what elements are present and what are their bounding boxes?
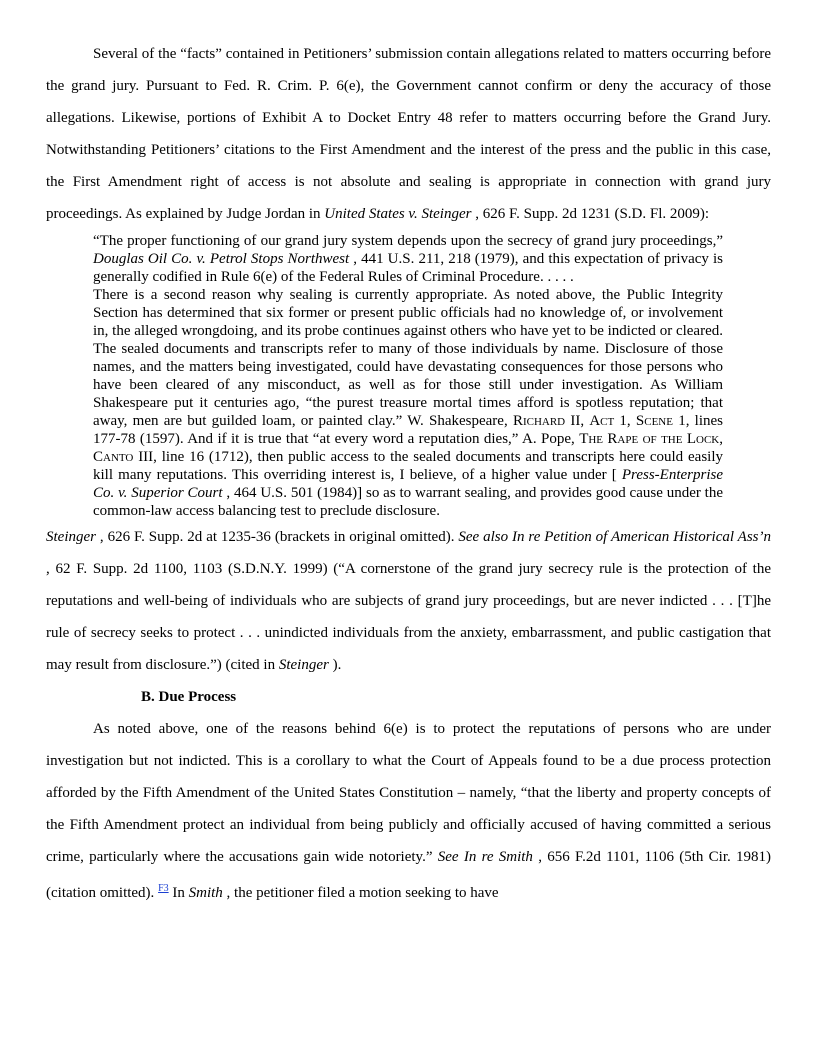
quote-text: There is a second reason why sealing is currently appropriate. As noted above, the Public Integrity Section has determined that six former or present public officials had no knowledge of, or involvement in, the alleged wrongdoing, and its probe continues against others who have yet to be indicted or cleared. The sealed documents and transcripts refer to many of those individuals by name. Disclosure of those names, and the matters being investigated, could have devastating consequences for those persons who have been cleared of any misconduct, as well as for those still under investigation. As William Shakespeare put it centuries ago, “the purest treasure mortal times afford is spotless reputation; that away, men are but guilded loam, or painted clay.” W. Shakespeare, bbox=[93, 287, 723, 429]
small-caps-title: Scene bbox=[635, 413, 673, 429]
case-citation: Press-Enterprise Co. v. Superior Court bbox=[93, 467, 723, 501]
quote-text: 1, bbox=[614, 413, 636, 429]
document-page bbox=[46, 38, 771, 909]
paragraph-text: , 626 F. Supp. 2d 1231 (S.D. Fl. 2009): bbox=[471, 206, 710, 222]
quote-text: , 464 U.S. 501 (1984)] so as to warrant sealing, and provides good cause under the common-law access balancing test to preclude disclosure. bbox=[93, 485, 724, 519]
paragraph-text: In bbox=[168, 885, 189, 901]
case-citation: Steinger bbox=[278, 657, 329, 673]
quote-text: “The proper functioning of our grand jury system depends upon the secrecy of grand jury proceedings,” bbox=[93, 233, 723, 249]
quote-text: III, line 16 (1712), then public access to the sealed documents and transcripts here could easily kill many reputations. This overriding interest is, I believe, of a higher value under [ bbox=[93, 449, 723, 483]
block-quote bbox=[93, 232, 723, 520]
paragraph-due-process bbox=[46, 713, 771, 909]
paragraph-text: , 656 F.2d 1101, 1106 (5th Cir. 1981) (citation omitted). bbox=[46, 849, 771, 901]
quote-text: , 441 U.S. 211, 218 (1979), and this expectation of privacy is generally codified in Rule 6(e) of the Federal Rules of Criminal Procedure. . . . . bbox=[93, 251, 723, 285]
paragraph-text: As noted above, one of the reasons behind 6(e) is to protect the reputations of persons who are under investigation but not indicted. This is a corollary to what the Court of Appeals found to be a due process protection afforded by the Fifth Amendment of the United States Constitution – namely, “that the liberty and property concepts of the Fifth Amendment protect an individual from being publicly and officially accused of having committed a serious crime, particularly where the accusations gain wide notoriety.” bbox=[46, 721, 771, 865]
quote-paragraph-secrecy bbox=[93, 232, 723, 286]
small-caps-title: Richard bbox=[512, 413, 566, 429]
small-caps-title: Canto bbox=[93, 449, 134, 465]
paragraph-steinger-cite bbox=[46, 521, 771, 681]
paragraph-grand-jury-facts bbox=[46, 38, 771, 230]
paragraph-text: ). bbox=[328, 657, 342, 673]
small-caps-title: The Rape of the Lock bbox=[579, 431, 720, 447]
case-citation: Douglas Oil Co. v. Petrol Stops Northwest bbox=[93, 251, 350, 267]
footnote-link[interactable]: F3 bbox=[158, 883, 169, 894]
quote-text: 1, lines 177-78 (1597). And if it is true that “at every word a reputation dies,” A. Pope, bbox=[93, 413, 723, 447]
small-caps-title: Act bbox=[589, 413, 615, 429]
case-citation: See In re Smith bbox=[437, 849, 533, 865]
section-heading: B. Due Process bbox=[141, 689, 237, 705]
paragraph-text: , 626 F. Supp. 2d at 1235-36 (brackets in original omitted). bbox=[96, 529, 459, 545]
quote-text: , bbox=[719, 431, 723, 447]
paragraph-text: Several of the “facts” contained in Petitioners’ submission contain allegations related to matters occurring before the grand jury. Pursuant to Fed. R. Crim. P. 6(e), the Government cannot confirm or deny the accuracy of those allegations. Likewise, portions of Exhibit A to Docket Entry 48 refer to matters occurring before the Grand Jury. Notwithstanding Petitioners’ citations to the First Amendment and the interest of the press and the public in this case, the First Amendment right of access is not absolute and sealing is appropriate in connection with grand jury proceedings. As explained by Judge Jordan in bbox=[46, 46, 771, 222]
paragraph-text: , the petitioner filed a motion seeking to have bbox=[222, 885, 499, 901]
paragraph-text: , 62 F. Supp. 2d 1100, 1103 (S.D.N.Y. 1999) (“A cornerstone of the grand jury secrecy rule is the protection of the reputations and well-being of individuals who are subjects of grand jury proceedings, but are never indicted . . . [T]he rule of secrecy seeks to protect . . . unindicted individuals from the anxiety, embarrassment, and public castigation that may result from disclosure.”) (cited in bbox=[46, 561, 771, 673]
case-citation: Steinger bbox=[46, 529, 96, 545]
case-citation: See also In re Petition of American Historical Ass’n bbox=[458, 529, 771, 545]
quote-text: II, bbox=[565, 413, 590, 429]
case-citation: Smith bbox=[188, 885, 223, 901]
quote-paragraph-second-reason bbox=[93, 286, 723, 520]
case-citation: United States v. Steinger bbox=[324, 206, 472, 222]
